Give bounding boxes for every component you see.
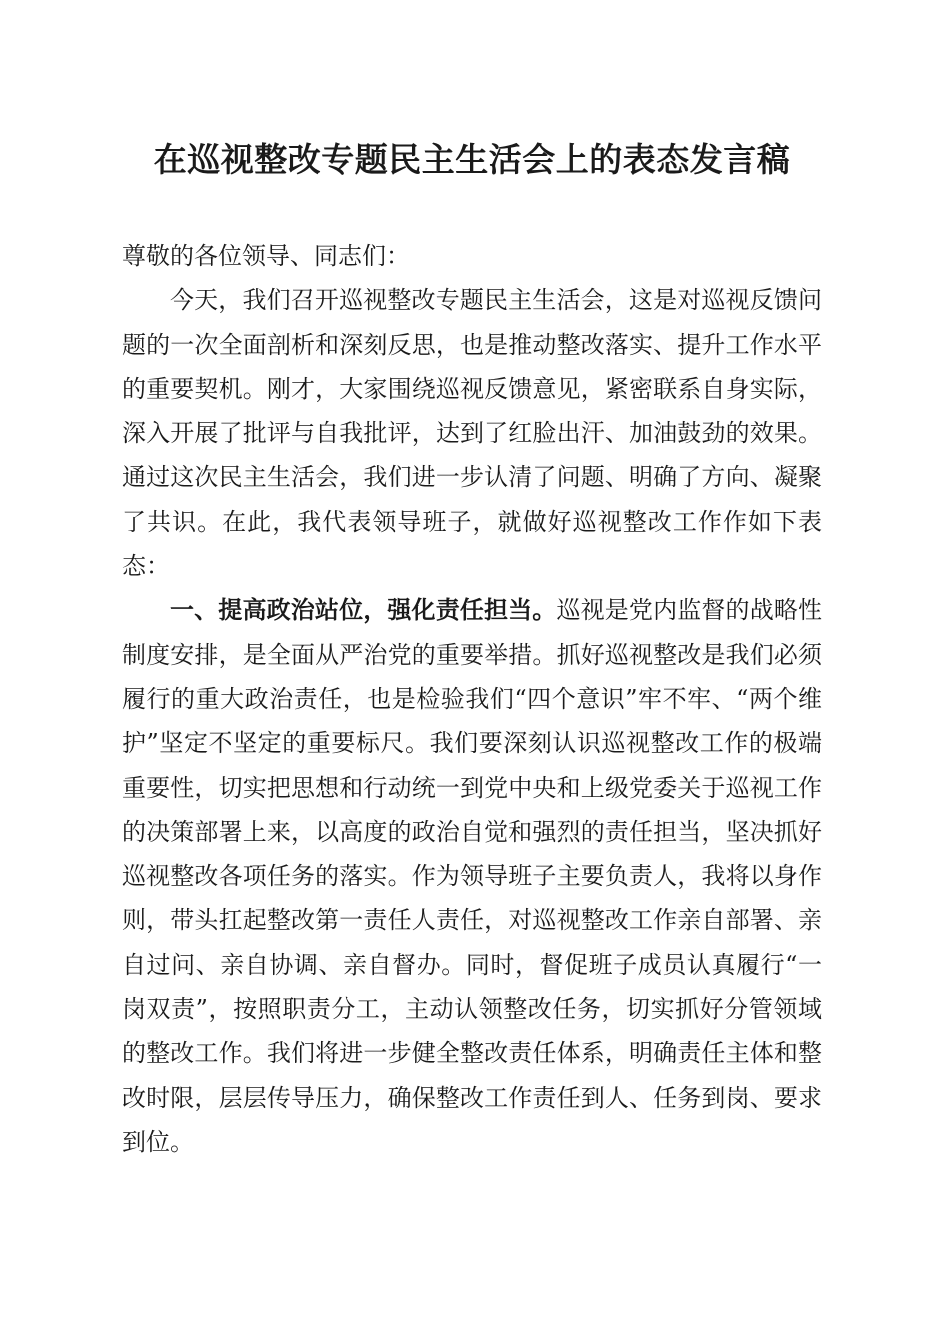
paragraph-section-one	[122, 588, 822, 1164]
paragraph-text: 今天，我们召开巡视整改专题民主生活会，这是对巡视反馈问题的一次全面剖析和深刻反思，也是推动整改落实、提升工作水平的重要契机。刚才，大家围绕巡视反馈意见，紧密联系自身实际，深入开展了批评与自我批评，达到了红脸出汗、加油鼓劲的效果。通过这次民主生活会，我们进一步认清了问题、明确了方向、凝聚了共识。在此，我代表领导班子，就做好巡视整改工作作如下表态：	[122, 286, 822, 581]
document-title: 在巡视整改专题民主生活会上的表态发言稿	[153, 140, 791, 179]
document-page	[122, 138, 822, 1164]
section-heading: 一、提高政治站位，强化责任担当。	[170, 595, 557, 625]
paragraph-intro	[122, 278, 822, 588]
salutation: 尊敬的各位领导、同志们：	[122, 242, 410, 270]
paragraph-text: 巡视是党内监督的战略性制度安排，是全面从严治党的重要举措。抓好巡视整改是我们必须履行的重大政治责任，也是检验我们“四个意识”牢不牢、“两个维护”坚定不坚定的重要标尺。我们要深刻认识巡视整改工作的极端重要性，切实把思想和行动统一到党中央和上级党委关于巡视工作的决策部署上来，以高度的政治自觉和强烈的责任担当，坚决抓好巡视整改各项任务的落实。作为领导班子主要负责人，我将以身作则，带头扛起整改第一责任人责任，对巡视整改工作亲自部署、亲自过问、亲自协调、亲自督办。同时，督促班子成员认真履行“一岗双责”，按照职责分工，主动认领整改任务，切实抓好分管领域的整改工作。我们将进一步健全整改责任体系，明确责任主体和整改时限，层层传导压力，确保整改工作责任到人、任务到岗、要求到位。	[122, 596, 823, 1156]
document-body	[122, 234, 822, 1164]
